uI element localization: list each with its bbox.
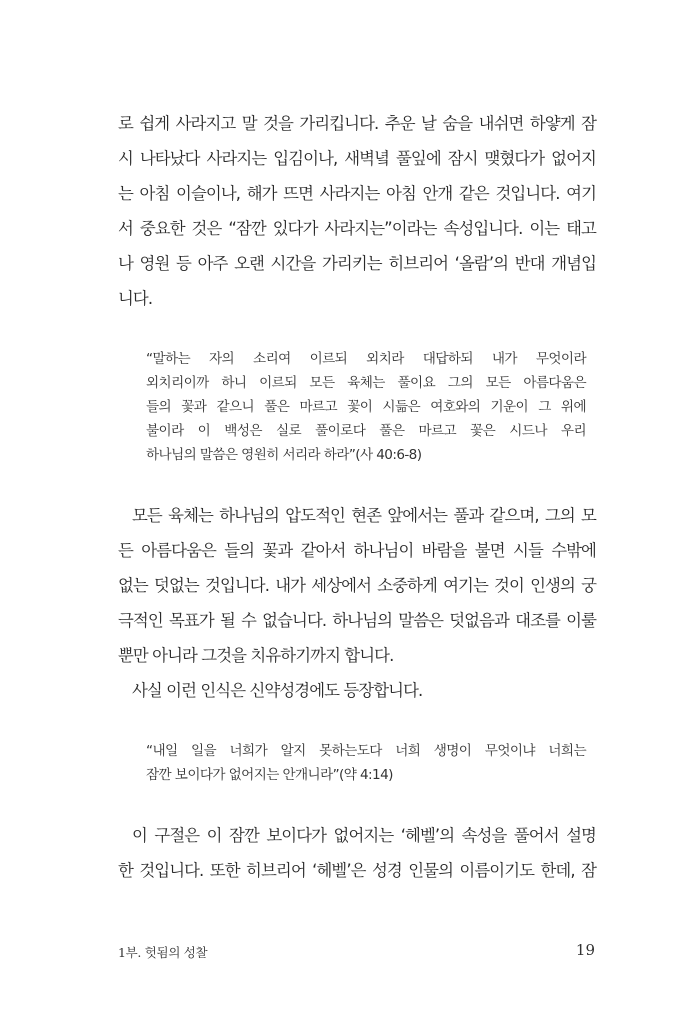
quote-line: 외치리이까 하니 이르되 모든 육체는 풀이요 그의 모든 아름다움은 bbox=[146, 375, 586, 391]
text-line: 시 나타났다 사라지는 입김이나, 새벽녘 풀잎에 잠시 맺혔다가 없어지 bbox=[118, 149, 596, 168]
text-line: 서 중요한 것은 “잠깐 있다가 사라지는”이라는 속성입니다. 이는 태고 bbox=[118, 219, 596, 238]
page-number: 19 bbox=[575, 941, 595, 959]
text-line: 는 아침 이슬이나, 해가 뜨면 사라지는 아침 안개 같은 것입니다. 여기 bbox=[118, 184, 596, 203]
page-body bbox=[118, 106, 596, 888]
scripture-quote-isaiah bbox=[146, 347, 586, 467]
text-line: 모든 육체는 하나님의 압도적인 현존 앞에서는 풀과 같으며, 그의 모 bbox=[132, 506, 596, 525]
paragraph-4 bbox=[118, 818, 596, 888]
running-footer-chapter-title: 1부. 헛됨의 성찰 bbox=[118, 945, 208, 960]
paragraph-2 bbox=[118, 498, 596, 673]
text-line: 든 아름다움은 들의 꽃과 같아서 하나님이 바람을 불면 시들 수밖에 bbox=[118, 541, 596, 560]
text-line: 이 구절은 이 잠깐 보이다가 없어지는 ‘헤벨’의 속성을 풀어서 설명 bbox=[132, 826, 596, 845]
quote-line: “말하는 자의 소리여 이르되 외치라 대답하되 내가 무엇이라 bbox=[146, 351, 586, 367]
text-line: 니다. bbox=[118, 289, 153, 308]
text-line: 극적인 목표가 될 수 없습니다. 하나님의 말씀은 덧없음과 대조를 이룰 bbox=[118, 611, 596, 630]
paragraph-3 bbox=[118, 673, 596, 708]
quote-line: “내일 일을 너희가 알지 못하는도다 너희 생명이 무엇이냐 너희는 bbox=[146, 743, 586, 759]
scripture-quote-james bbox=[146, 739, 586, 787]
text-line: 나 영원 등 아주 오랜 시간을 가리키는 히브리어 ‘올람’의 반대 개념입 bbox=[118, 254, 596, 273]
quote-line: 하나님의 말씀은 영원히 서리라 하라”(사 40:6-8) bbox=[146, 447, 422, 463]
quote-line: 들의 꽃과 같으니 풀은 마르고 꽃이 시듦은 여호와의 기운이 그 위에 bbox=[146, 399, 586, 415]
text-line: 뿐만 아니라 그것을 치유하기까지 합니다. bbox=[118, 646, 394, 665]
text-line: 없는 덧없는 것입니다. 내가 세상에서 소중하게 여기는 것이 인생의 궁 bbox=[118, 576, 596, 595]
quote-line: 불이라 이 백성은 실로 풀이로다 풀은 마르고 꽃은 시드나 우리 bbox=[146, 423, 586, 439]
paragraph-1 bbox=[118, 106, 596, 316]
text-line: 한 것입니다. 또한 히브리어 ‘헤벨’은 성경 인물의 이름이기도 한데, 잠 bbox=[118, 861, 596, 880]
quote-line: 잠깐 보이다가 없어지는 안개니라”(약 4:14) bbox=[146, 767, 393, 783]
text-line: 로 쉽게 사라지고 말 것을 가리킵니다. 추운 날 숨을 내쉬면 하얗게 잠 bbox=[118, 114, 596, 133]
text-line: 사실 이런 인식은 신약성경에도 등장합니다. bbox=[132, 681, 423, 700]
